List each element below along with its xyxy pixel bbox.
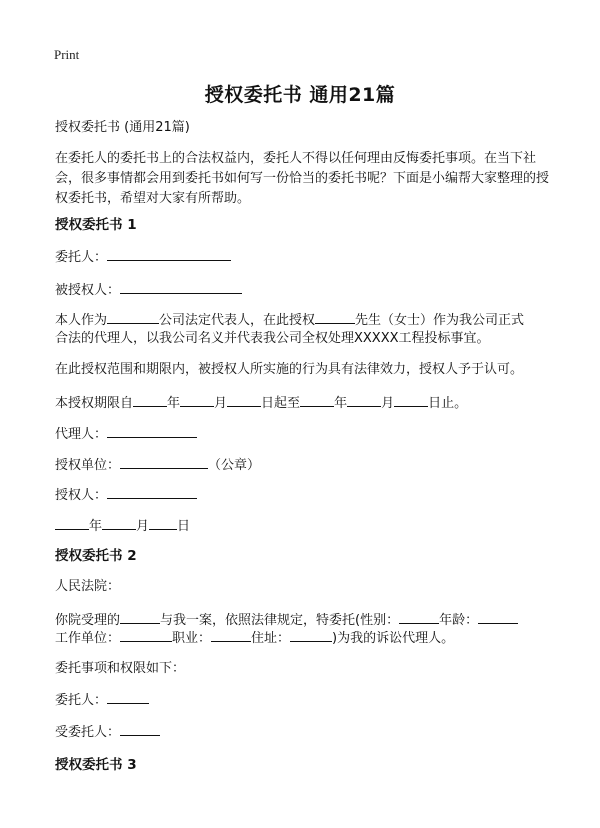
to-day-label: 日止。 — [428, 396, 468, 411]
intro-paragraph: 在委托人的委托书上的合法权益内，委托人不得以任何理由反悔委托事项。在当下社会，很多事情都会用到委托书如何写一份恰当的委托书呢？下面是小编帮大家整理的授权委托书，希望对大家有所帮助。 — [55, 151, 550, 206]
address-blank — [290, 628, 332, 642]
authorization-text-1: 本人作为 — [55, 313, 108, 328]
start-year-blank — [133, 393, 167, 407]
year-label: 年 — [89, 519, 103, 534]
authorized-line — [55, 280, 242, 301]
authorized-blank — [120, 280, 242, 294]
agent-label: 代理人： — [55, 427, 108, 442]
from-day-label: 日起至 — [261, 396, 301, 411]
unit-line — [55, 455, 260, 476]
sign-date-line — [55, 516, 190, 537]
case-text-2: 与我一案，依照法律规定，特委托(性别： — [160, 613, 400, 628]
position-label: 职业： — [172, 631, 212, 646]
start-month-blank — [180, 393, 214, 407]
month-label: 月 — [136, 519, 150, 534]
client-blank — [107, 690, 149, 704]
document-subtitle: 授权委托书 (通用21篇) — [55, 120, 190, 135]
case-text-1: 你院受理的 — [55, 613, 121, 628]
sign-month-blank — [102, 516, 136, 530]
year-label: 年 — [167, 396, 181, 411]
grantor-line — [55, 485, 197, 506]
work-label: 工作单位： — [55, 631, 121, 646]
trustee-blank — [120, 722, 160, 736]
agent-line — [55, 424, 197, 445]
client-line — [55, 247, 231, 268]
period-prefix: 本授权期限自 — [55, 396, 134, 411]
scope-paragraph: 在此授权范围和期限内，被授权人所实施的行为具有法律效力，授权人予于认可。 — [55, 362, 524, 377]
grantor-blank — [107, 485, 197, 499]
start-day-blank — [227, 393, 261, 407]
gender-blank — [399, 610, 439, 624]
work-blank — [120, 628, 172, 642]
end-year-blank — [300, 393, 334, 407]
year-label: 年 — [334, 396, 348, 411]
case-plaintiff-blank — [120, 610, 160, 624]
authorized-label: 被授权人： — [55, 283, 121, 298]
trustee-line — [55, 722, 160, 743]
authorization-line-2: 合法的代理人，以我公司名义并代表我公司全权处理XXXXX工程投标事宜。 — [55, 331, 490, 346]
authorization-line-1 — [55, 310, 524, 331]
sign-day-blank — [149, 516, 177, 530]
client-label: 委托人： — [55, 250, 108, 265]
client-blank — [107, 247, 231, 261]
authorization-text-3: 先生（女士）作为我公司正式 — [355, 313, 525, 328]
client-line-2 — [55, 690, 149, 711]
position-blank — [211, 628, 251, 642]
agent-blank — [107, 424, 197, 438]
month-label: 月 — [381, 396, 395, 411]
authorization-text-2: 公司法定代表人，在此授权 — [159, 313, 316, 328]
trustee-label: 受委托人： — [55, 725, 121, 740]
client-label: 委托人： — [55, 693, 108, 708]
sign-year-blank — [55, 516, 89, 530]
section-1-heading: 授权委托书 1 — [55, 217, 137, 233]
print-link[interactable]: Print — [54, 47, 80, 62]
day-label: 日 — [177, 519, 191, 534]
court-line: 人民法院： — [55, 579, 121, 594]
month-label: 月 — [214, 396, 228, 411]
unit-blank — [120, 455, 208, 469]
end-day-blank — [394, 393, 428, 407]
age-label: 年龄： — [439, 613, 479, 628]
case-line-2 — [55, 628, 454, 649]
document-title: 授权委托书 通用21篇 — [204, 84, 396, 106]
representative-blank — [107, 310, 159, 324]
seal-note: （公章） — [208, 458, 261, 473]
section-2-heading: 授权委托书 2 — [55, 548, 137, 564]
age-blank — [478, 610, 518, 624]
section-3-heading: 授权委托书 3 — [55, 757, 137, 773]
scope-heading: 委托事项和权限如下： — [55, 661, 186, 676]
agent-end-text: )为我的诉讼代理人。 — [332, 631, 455, 646]
unit-label: 授权单位： — [55, 458, 121, 473]
end-month-blank — [347, 393, 381, 407]
agent-name-blank — [315, 310, 355, 324]
address-label: 住址： — [251, 631, 291, 646]
period-line — [55, 393, 467, 414]
grantor-label: 授权人： — [55, 488, 108, 503]
